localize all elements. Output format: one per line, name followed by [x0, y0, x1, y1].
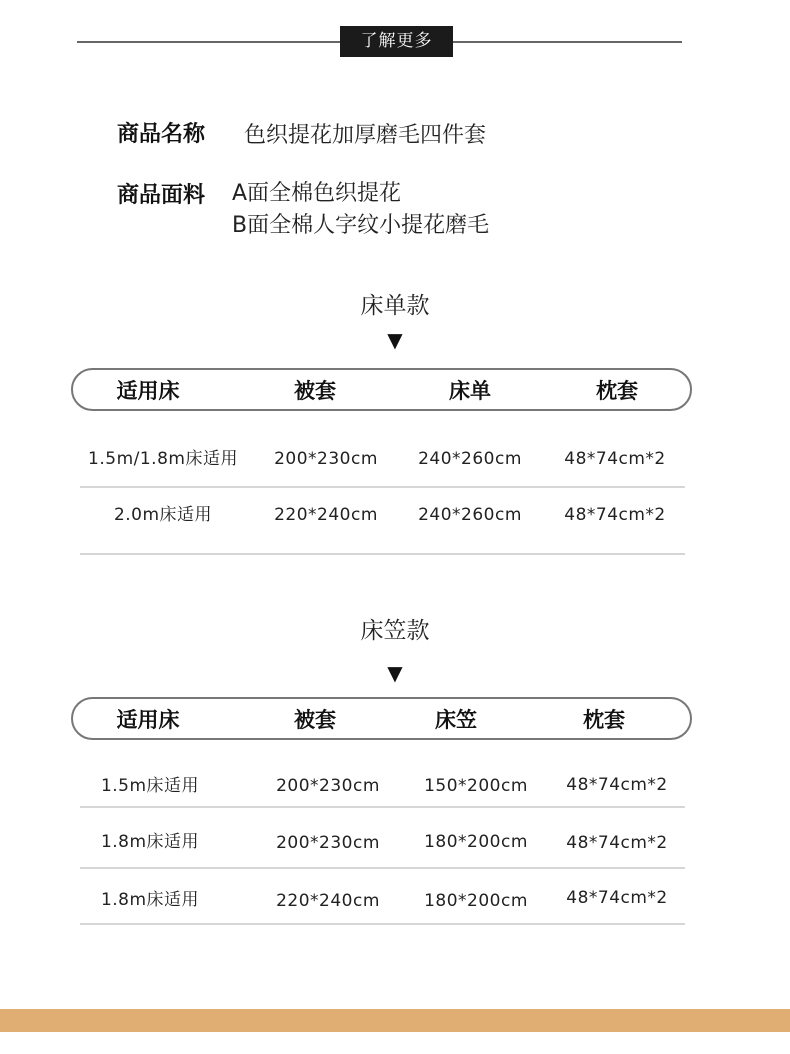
- sheet-header-duvet: 被套: [294, 379, 336, 403]
- fitted-section-title: 床笠款: [360, 618, 430, 644]
- down-arrow-icon: ▼: [387, 661, 403, 685]
- table-cell: 48*74cm*2: [566, 833, 668, 853]
- sheet-header-sheet: 床单: [449, 379, 491, 403]
- table-cell: 48*74cm*2: [564, 449, 666, 469]
- table-cell: 48*74cm*2: [566, 888, 668, 908]
- table-cell: 1.5m/1.8m床适用: [88, 449, 238, 469]
- down-arrow-icon: ▼: [387, 328, 403, 352]
- fitted-header-fitted-sheet: 床笠: [435, 708, 477, 732]
- table-cell: 200*230cm: [276, 776, 380, 796]
- header-divider-right: [453, 41, 682, 43]
- table-cell: 180*200cm: [424, 891, 528, 911]
- table-cell: 1.8m床适用: [100, 832, 200, 852]
- table-cell: 220*240cm: [276, 891, 380, 911]
- fitted-header-pillowcase: 枕套: [583, 708, 625, 732]
- table-cell: 2.0m床适用: [113, 505, 213, 525]
- table-cell: 1.5m床适用: [100, 776, 200, 796]
- product-name-value: 色织提花加厚磨毛四件套: [244, 123, 487, 148]
- table-cell: 48*74cm*2: [566, 775, 668, 795]
- product-fabric-value-a: A面全棉色织提花: [232, 181, 402, 206]
- table-cell: 1.8m床适用: [100, 890, 200, 910]
- product-fabric-value-b: B面全棉人字纹小提花磨毛: [232, 213, 490, 238]
- table-cell: 200*230cm: [276, 833, 380, 853]
- table-cell: 200*230cm: [274, 449, 378, 469]
- fitted-header-bed: 适用床: [116, 708, 180, 732]
- table-cell: 220*240cm: [274, 505, 378, 525]
- header-divider-left: [77, 41, 341, 43]
- learn-more-badge: 了解更多: [340, 26, 453, 57]
- table-cell: 240*260cm: [418, 449, 522, 469]
- product-fabric-label: 商品面料: [117, 183, 206, 208]
- table-cell: 240*260cm: [418, 505, 522, 525]
- table-cell: 150*200cm: [424, 776, 528, 796]
- sheet-header-pillowcase: 枕套: [596, 379, 638, 403]
- footer-accent-bar: [0, 1009, 790, 1032]
- row-divider: [80, 553, 685, 555]
- sheet-header-bed: 适用床: [116, 379, 180, 403]
- table-cell: 48*74cm*2: [564, 505, 666, 525]
- row-divider: [80, 806, 685, 808]
- product-name-label: 商品名称: [117, 122, 206, 147]
- fitted-header-duvet: 被套: [294, 708, 336, 732]
- row-divider: [80, 923, 685, 925]
- row-divider: [80, 867, 685, 869]
- sheet-section-title: 床单款: [360, 293, 430, 319]
- table-cell: 180*200cm: [424, 832, 528, 852]
- row-divider: [80, 486, 685, 488]
